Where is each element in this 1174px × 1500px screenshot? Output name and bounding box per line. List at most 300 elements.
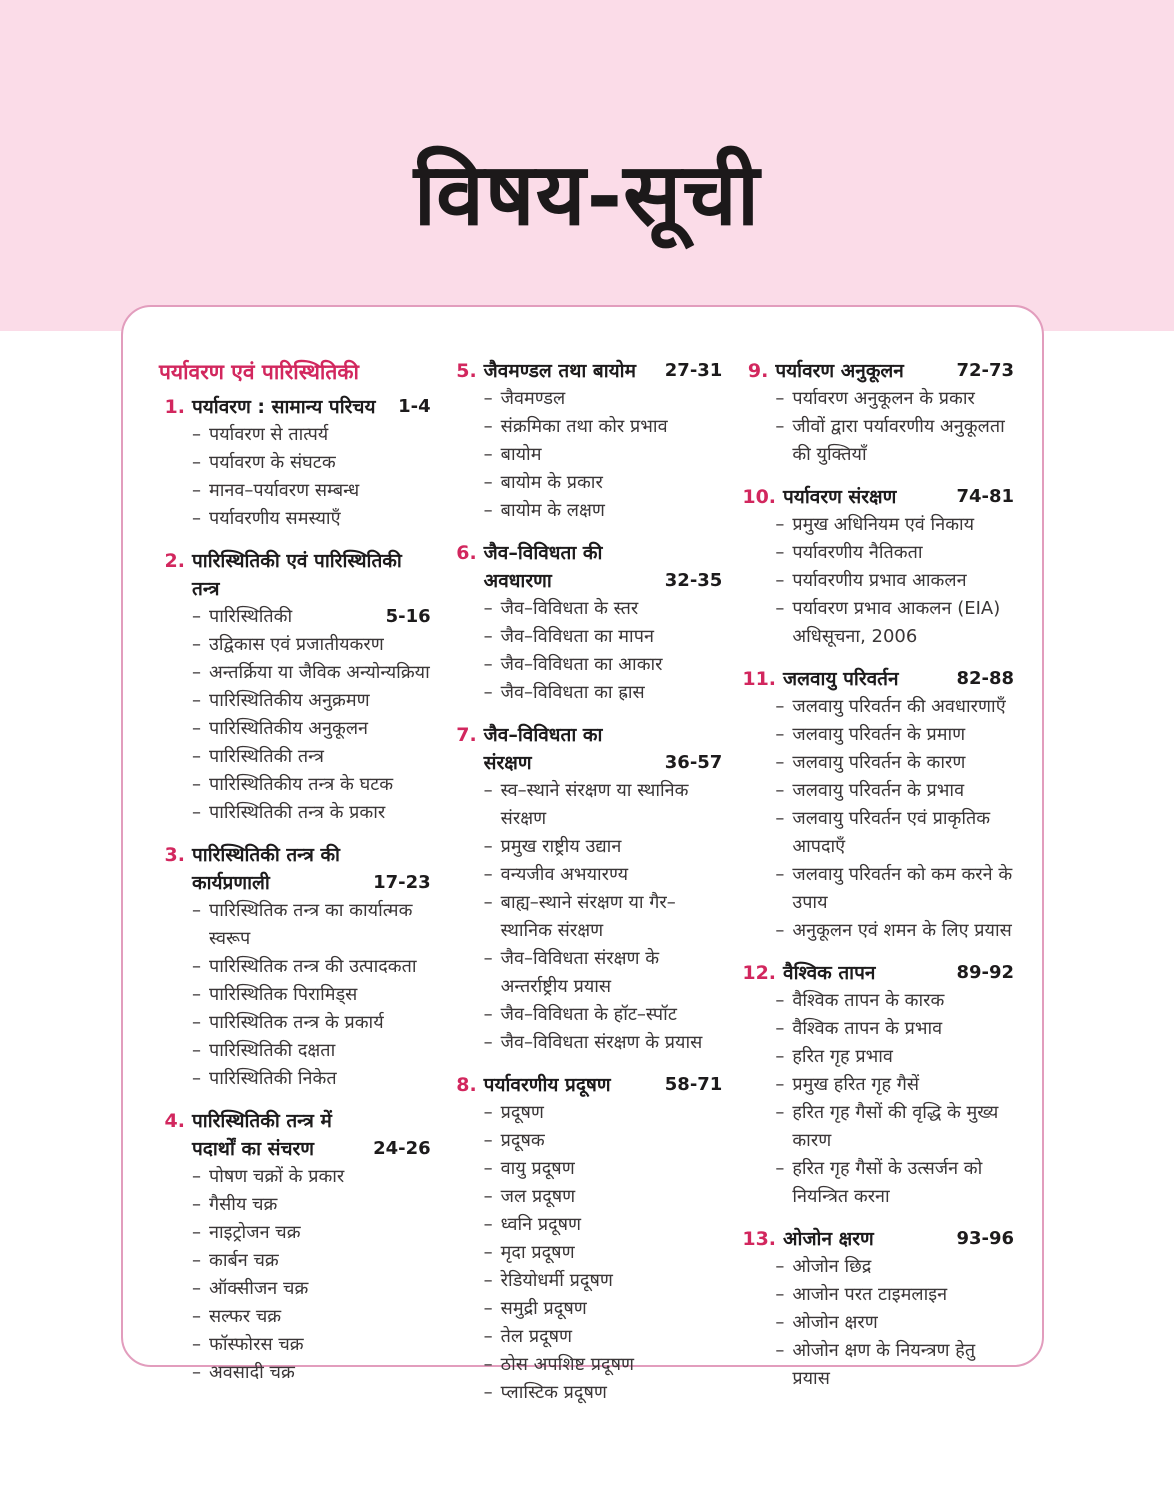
toc-item: [451, 1323, 723, 1351]
chapter-title: जैव–विविधता का संरक्षण: [483, 724, 603, 774]
item-dash: –: [483, 864, 493, 885]
toc-section: [451, 1071, 723, 1407]
toc-item: [742, 539, 1014, 567]
toc-section: [742, 665, 1014, 945]
toc-item: [742, 1043, 1014, 1071]
toc-item: [742, 1309, 1014, 1337]
toc-item: [159, 771, 431, 799]
chapter-pages: 17-23: [373, 872, 431, 893]
item-dash: –: [775, 724, 785, 745]
item-dash: –: [483, 836, 493, 857]
item-dash: –: [775, 1340, 785, 1361]
item-dash: –: [775, 1074, 785, 1095]
item-text: जैवमण्डल: [500, 388, 566, 409]
toc-item: [159, 631, 431, 659]
toc-section: [159, 547, 431, 827]
toc-item: [742, 861, 1014, 917]
item-text: जैव–विविधता का आकार: [500, 654, 663, 675]
item-dash: –: [775, 388, 785, 409]
toc-item: [159, 1275, 431, 1303]
toc-item: [451, 1379, 723, 1407]
header-band: [0, 0, 1174, 331]
item-text: ओजोन क्षरण: [792, 1312, 878, 1333]
item-dash: –: [483, 780, 493, 801]
item-text: अन्तर्क्रिया या जैविक अन्योन्यक्रिया: [209, 662, 430, 683]
toc-item: [451, 441, 723, 469]
item-text: जलवायु परिवर्तन एवं प्राकृतिक आपदाएँ: [792, 808, 991, 857]
chapter-title: पारिस्थितिकी एवं पारिस्थितिकी तन्त्र: [192, 550, 402, 600]
item-text: पारिस्थितिक पिरामिड्स: [209, 984, 358, 1005]
toc-item: [159, 477, 431, 505]
chapter-number: 6.: [456, 542, 477, 564]
chapter-heading-row: [451, 539, 723, 595]
toc-item: [159, 1037, 431, 1065]
toc-section: [159, 841, 431, 1093]
item-dash: –: [192, 746, 201, 767]
item-dash: –: [775, 1158, 785, 1179]
chapter-heading-row: [742, 1225, 1014, 1253]
toc-item: [159, 687, 431, 715]
item-text: पर्यावरण अनुकूलन के प्रकार: [792, 388, 975, 409]
toc-section: [451, 721, 723, 1057]
toc-item: [159, 659, 431, 687]
item-text: पारिस्थितिकी तन्त्र: [209, 746, 324, 767]
toc-column-2: [451, 357, 723, 1421]
toc-item: [451, 651, 723, 679]
item-text: आजोन परत टाइमलाइन: [792, 1284, 948, 1305]
chapter-number: 1.: [164, 396, 185, 418]
item-dash: –: [483, 948, 493, 969]
chapter-heading-row: [159, 1107, 431, 1163]
toc-item: [742, 1015, 1014, 1043]
toc-item: [159, 1359, 431, 1387]
toc-item: [742, 385, 1014, 413]
item-text: प्रमुख राष्ट्रीय उद्यान: [500, 836, 622, 857]
chapter-number: 5.: [456, 360, 477, 382]
item-dash: –: [483, 626, 493, 647]
item-text: वैश्विक तापन के कारक: [792, 990, 945, 1011]
item-text: ऑक्सीजन चक्र: [209, 1278, 309, 1299]
item-dash: –: [192, 1250, 201, 1271]
item-dash: –: [483, 1102, 493, 1123]
toc-section: [742, 483, 1014, 651]
item-dash: –: [483, 598, 493, 619]
item-dash: –: [775, 570, 785, 591]
toc-item: [742, 777, 1014, 805]
toc-section: [742, 1225, 1014, 1393]
item-text: जीवों द्वारा पर्यावरणीय अनुकूलता की युक्तियाँ: [792, 416, 1005, 465]
item-text: वन्यजीव अभयारण्य: [500, 864, 629, 885]
item-dash: –: [483, 1326, 493, 1347]
chapter-pages: 74-81: [956, 486, 1015, 507]
item-dash: –: [483, 416, 493, 437]
toc-section: [159, 1107, 431, 1387]
item-text: बायोम के लक्षण: [500, 500, 605, 521]
item-dash: –: [192, 984, 201, 1005]
item-text: ध्वनि प्रदूषण: [500, 1214, 582, 1235]
chapter-pages: 27-31: [664, 360, 723, 381]
item-text: पर्यावरण के संघटक: [209, 452, 336, 473]
item-text: जलवायु परिवर्तन के प्रमाण: [792, 724, 966, 745]
toc-item: [742, 1071, 1014, 1099]
item-dash: –: [192, 1012, 201, 1033]
toc-item: [159, 1163, 431, 1191]
chapter-pages: 24-26: [373, 1138, 431, 1159]
chapter-number: 7.: [456, 724, 477, 746]
toc-item: [451, 1183, 723, 1211]
item-dash: –: [483, 1186, 493, 1207]
toc-item: [159, 603, 431, 631]
chapter-title: ओजोन क्षरण: [783, 1228, 874, 1250]
item-dash: –: [483, 444, 493, 465]
item-text: प्लास्टिक प्रदूषण: [500, 1382, 607, 1403]
chapter-number: 4.: [164, 1110, 185, 1132]
item-text: कार्बन चक्र: [209, 1250, 279, 1271]
chapter-number: 3.: [164, 844, 185, 866]
toc-item: [159, 1191, 431, 1219]
toc-item: [451, 1099, 723, 1127]
item-dash: –: [192, 1222, 201, 1243]
toc-item: [451, 623, 723, 651]
chapter-pages: 82-88: [956, 668, 1015, 689]
item-dash: –: [192, 1278, 201, 1299]
chapter-title: वैश्विक तापन: [783, 962, 876, 984]
toc-item: [451, 469, 723, 497]
toc-item: [451, 1211, 723, 1239]
item-dash: –: [483, 388, 493, 409]
chapter-title: पर्यावरण संरक्षण: [783, 486, 897, 508]
toc-section: [451, 357, 723, 525]
item-dash: –: [775, 1284, 785, 1305]
item-dash: –: [483, 1214, 493, 1235]
toc-item: [742, 1281, 1014, 1309]
toc-item: [742, 595, 1014, 651]
toc-item: [742, 413, 1014, 469]
item-text: पर्यावरण से तात्पर्य: [209, 424, 329, 445]
item-text: फॉस्फोरस चक्र: [209, 1334, 304, 1355]
chapter-pages: 32-35: [664, 570, 723, 591]
item-text: बाह्य–स्थाने संरक्षण या गैर–स्थानिक संरक्षण: [500, 892, 676, 941]
item-dash: –: [192, 480, 201, 501]
chapter-heading-row: [451, 721, 723, 777]
toc-item: [159, 715, 431, 743]
toc-section: [159, 393, 431, 533]
item-dash: –: [775, 752, 785, 773]
toc-item: [159, 1219, 431, 1247]
item-dash: –: [483, 1032, 493, 1053]
toc-item: [742, 917, 1014, 945]
toc-item: [451, 1239, 723, 1267]
chapter-pages: 93-96: [956, 1228, 1015, 1249]
item-dash: –: [483, 892, 493, 913]
toc-item: [159, 1303, 431, 1331]
item-dash: –: [775, 542, 785, 563]
chapter-number: 10.: [742, 486, 777, 508]
item-dash: –: [775, 514, 785, 535]
toc-columns: [123, 307, 1042, 1421]
toc-item: [451, 1267, 723, 1295]
chapter-heading-row: [742, 357, 1014, 385]
item-dash: –: [192, 1306, 201, 1327]
item-dash: –: [775, 920, 785, 941]
chapter-pages: 1-4: [398, 396, 431, 417]
chapter-title: पर्यावरण : सामान्य परिचय: [192, 396, 376, 418]
item-dash: –: [775, 416, 785, 437]
item-text: जल प्रदूषण: [500, 1186, 576, 1207]
item-text: जलवायु परिवर्तन के प्रभाव: [792, 780, 965, 801]
item-dash: –: [192, 424, 201, 445]
chapter-number: 12.: [742, 962, 777, 984]
item-text: तेल प्रदूषण: [500, 1326, 573, 1347]
toc-section: [742, 959, 1014, 1211]
toc-item: [451, 1127, 723, 1155]
item-dash: –: [192, 508, 201, 529]
toc-item: [742, 721, 1014, 749]
chapter-heading-row: [159, 841, 431, 897]
item-text: अवसादी चक्र: [209, 1362, 295, 1383]
item-text: बायोम: [500, 444, 542, 465]
item-dash: –: [192, 956, 201, 977]
chapter-title: जैव–विविधता की अवधारणा: [483, 542, 603, 592]
toc-item: [742, 805, 1014, 861]
item-text: जलवायु परिवर्तन की अवधारणाएँ: [792, 696, 1006, 717]
toc-item: [159, 1247, 431, 1275]
item-text: प्रमुख अधिनियम एवं निकाय: [792, 514, 975, 535]
item-dash: –: [775, 1256, 785, 1277]
item-text: अनुकूलन एवं शमन के लिए प्रयास: [792, 920, 1012, 941]
chapter-title: जैवमण्डल तथा बायोम: [483, 360, 636, 382]
item-dash: –: [483, 1130, 493, 1151]
toc-item: [451, 1001, 723, 1029]
item-text: प्रदूषक: [500, 1130, 545, 1151]
item-dash: –: [192, 1040, 201, 1061]
item-dash: –: [192, 802, 201, 823]
item-text: पारिस्थितिकी दक्षता: [209, 1040, 336, 1061]
toc-item: [159, 1065, 431, 1093]
item-text: ओजोन छिद्र: [792, 1256, 872, 1277]
item-text: वैश्विक तापन के प्रभाव: [792, 1018, 943, 1039]
toc-category-heading: पर्यावरण एवं पारिस्थितिकी: [159, 360, 359, 384]
item-text: समुद्री प्रदूषण: [500, 1298, 587, 1319]
chapter-pages: 36-57: [664, 752, 723, 773]
item-text: नाइट्रोजन चक्र: [209, 1222, 301, 1243]
toc-item: [451, 385, 723, 413]
item-text: हरित गृह गैसों के उत्सर्जन को नियन्त्रित करना: [792, 1158, 983, 1207]
item-dash: –: [192, 718, 201, 739]
item-dash: –: [483, 472, 493, 493]
item-dash: –: [192, 452, 201, 473]
item-text: ठोस अपशिष्ट प्रदूषण: [500, 1354, 635, 1375]
item-dash: –: [775, 598, 785, 619]
item-text: जैव–विविधता के स्तर: [500, 598, 639, 619]
chapter-pages: 72-73: [956, 360, 1015, 381]
chapter-number: 11.: [742, 668, 777, 690]
toc-item: [451, 679, 723, 707]
item-dash: –: [775, 1312, 785, 1333]
chapter-heading-row: [451, 357, 723, 385]
item-text: संक्रमिका तथा कोर प्रभाव: [500, 416, 668, 437]
item-text: हरित गृह प्रभाव: [792, 1046, 893, 1067]
item-text: पोषण चक्रों के प्रकार: [209, 1166, 345, 1187]
item-pages: 5-16: [385, 606, 431, 627]
item-text: ओजोन क्षण के नियन्त्रण हेतु प्रयास: [792, 1340, 976, 1389]
chapter-title: पारिस्थितिकी तन्त्र में पदार्थों का संचरण: [192, 1110, 332, 1160]
item-text: जैव–विविधता का ह्रास: [500, 682, 645, 703]
item-text: पर्यावरणीय नैतिकता: [792, 542, 923, 563]
toc-item: [742, 693, 1014, 721]
item-dash: –: [483, 1382, 493, 1403]
toc-item: [742, 749, 1014, 777]
item-dash: –: [192, 774, 201, 795]
item-dash: –: [483, 1354, 493, 1375]
toc-column-1: [159, 357, 431, 1421]
chapter-heading-row: [742, 665, 1014, 693]
item-text: बायोम के प्रकार: [500, 472, 603, 493]
chapter-number: 2.: [164, 550, 185, 572]
item-dash: –: [775, 808, 785, 829]
item-text: पारिस्थितिक तन्त्र का कार्यात्मक स्वरूप: [209, 900, 413, 949]
chapter-number: 13.: [742, 1228, 777, 1250]
toc-item: [742, 567, 1014, 595]
item-dash: –: [483, 1242, 493, 1263]
item-text: जैव–विविधता संरक्षण के प्रयास: [500, 1032, 703, 1053]
item-text: रेडियोधर्मी प्रदूषण: [500, 1270, 613, 1291]
item-text: पारिस्थितिकी निकेत: [209, 1068, 337, 1089]
chapter-number: 8.: [456, 1074, 477, 1096]
item-dash: –: [775, 1046, 785, 1067]
toc-item: [451, 413, 723, 441]
item-dash: –: [192, 1334, 201, 1355]
toc-item: [742, 1337, 1014, 1393]
toc-item: [451, 1295, 723, 1323]
toc-item: [742, 1155, 1014, 1211]
item-text: जैव–विविधता संरक्षण के अन्तर्राष्ट्रीय प्रयास: [500, 948, 660, 997]
chapter-heading-row: [451, 1071, 723, 1099]
item-text: सल्फर चक्र: [209, 1306, 282, 1327]
toc-section: [451, 539, 723, 707]
toc-item: [159, 421, 431, 449]
toc-column-3: [742, 357, 1014, 1421]
chapter-pages: 89-92: [956, 962, 1015, 983]
toc-item: [159, 743, 431, 771]
item-dash: –: [192, 690, 201, 711]
item-dash: –: [775, 780, 785, 801]
item-text: जलवायु परिवर्तन को कम करने के उपाय: [792, 864, 1013, 913]
item-text: पारिस्थितिक तन्त्र की उत्पादकता: [209, 956, 417, 977]
item-dash: –: [192, 1068, 201, 1089]
item-dash: –: [192, 662, 201, 683]
item-dash: –: [483, 500, 493, 521]
item-dash: –: [483, 1004, 493, 1025]
item-text: पारिस्थितिकी: [209, 606, 293, 627]
toc-item: [159, 953, 431, 981]
toc-item: [159, 1009, 431, 1037]
page-title: विषय-सूची: [413, 144, 761, 245]
item-text: मृदा प्रदूषण: [500, 1242, 575, 1263]
item-dash: –: [483, 682, 493, 703]
item-text: पर्यावरण प्रभाव आकलन (EIA) अधिसूचना, 2006: [792, 598, 1001, 647]
chapter-title: पर्यावरणीय प्रदूषण: [483, 1074, 611, 1096]
item-text: पर्यावरणीय प्रभाव आकलन: [792, 570, 967, 591]
toc-item: [451, 777, 723, 833]
item-dash: –: [775, 864, 785, 885]
toc-box: [121, 305, 1044, 1403]
toc-item: [159, 449, 431, 477]
toc-item: [451, 497, 723, 525]
item-text: पारिस्थितिकीय तन्त्र के घटक: [209, 774, 394, 795]
item-text: पर्यावरणीय समस्याएँ: [209, 508, 341, 529]
item-dash: –: [483, 1270, 493, 1291]
item-text: पारिस्थितिकी तन्त्र के प्रकार: [209, 802, 386, 823]
item-dash: –: [192, 1194, 201, 1215]
item-dash: –: [192, 634, 201, 655]
toc-item: [451, 1029, 723, 1057]
toc-item: [742, 511, 1014, 539]
item-dash: –: [192, 900, 201, 921]
toc-item: [159, 897, 431, 953]
item-text: स्व–स्थाने संरक्षण या स्थानिक संरक्षण: [500, 780, 689, 829]
chapter-heading-row: [742, 483, 1014, 511]
item-dash: –: [192, 1166, 201, 1187]
chapter-title: जलवायु परिवर्तन: [783, 668, 899, 690]
chapter-heading-row: [159, 393, 431, 421]
toc-item: [742, 1099, 1014, 1155]
item-text: वायु प्रदूषण: [500, 1158, 575, 1179]
item-text: जैव–विविधता का मापन: [500, 626, 654, 647]
chapter-title: पारिस्थितिकी तन्त्र की कार्यप्रणाली: [192, 844, 340, 894]
chapter-pages: 58-71: [664, 1074, 723, 1095]
toc-item: [159, 799, 431, 827]
item-text: प्रदूषण: [500, 1102, 544, 1123]
item-text: जैव–विविधता के हॉट–स्पॉट: [500, 1004, 677, 1025]
chapter-heading-row: [742, 959, 1014, 987]
item-text: हरित गृह गैसों की वृद्धि के मुख्य कारण: [792, 1102, 999, 1151]
item-dash: –: [192, 606, 201, 627]
item-text: उद्विकास एवं प्रजातीयकरण: [209, 634, 384, 655]
item-dash: –: [775, 1102, 785, 1123]
item-dash: –: [775, 696, 785, 717]
toc-item: [451, 861, 723, 889]
item-dash: –: [483, 654, 493, 675]
toc-item: [159, 1331, 431, 1359]
toc-item: [451, 595, 723, 623]
item-text: पारिस्थितिक तन्त्र के प्रकार्य: [209, 1012, 384, 1033]
toc-item: [742, 1253, 1014, 1281]
item-text: पारिस्थितिकीय अनुकूलन: [209, 718, 369, 739]
item-dash: –: [775, 990, 785, 1011]
toc-section: [742, 357, 1014, 469]
item-dash: –: [192, 1362, 201, 1383]
item-text: पारिस्थितिकीय अनुक्रमण: [209, 690, 370, 711]
chapter-number: 9.: [747, 360, 769, 382]
toc-item: [451, 889, 723, 945]
toc-item: [451, 1351, 723, 1379]
item-text: जलवायु परिवर्तन के कारण: [792, 752, 966, 773]
toc-item: [451, 833, 723, 861]
item-text: प्रमुख हरित गृह गैसें: [792, 1074, 920, 1095]
chapter-heading-row: [159, 547, 431, 603]
toc-item: [451, 945, 723, 1001]
item-text: मानव–पर्यावरण सम्बन्ध: [209, 480, 360, 501]
toc-item: [451, 1155, 723, 1183]
item-text: गैसीय चक्र: [209, 1194, 278, 1215]
item-dash: –: [483, 1298, 493, 1319]
toc-item: [159, 505, 431, 533]
toc-item: [159, 981, 431, 1009]
toc-item: [742, 987, 1014, 1015]
item-dash: –: [775, 1018, 785, 1039]
item-dash: –: [483, 1158, 493, 1179]
